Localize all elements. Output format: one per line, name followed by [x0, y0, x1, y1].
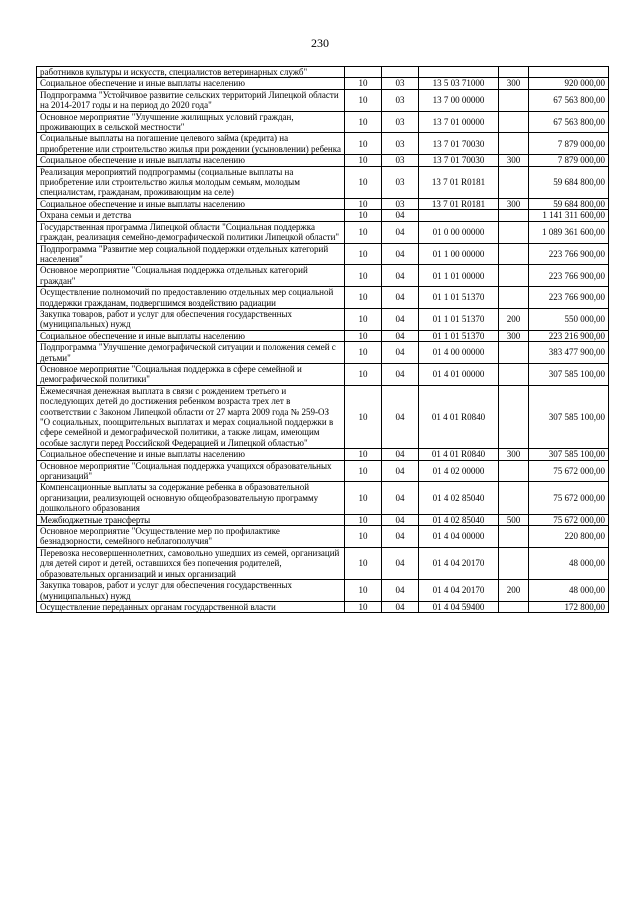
amount-cell: 1 141 311 600,00 — [529, 210, 609, 221]
expense-type-cell: 500 — [499, 514, 529, 525]
subsection-code-cell: 03 — [382, 155, 419, 166]
amount-cell: 75 672 000,00 — [529, 514, 609, 525]
section-code-cell: 10 — [345, 330, 382, 341]
expense-type-cell — [499, 385, 529, 448]
section-code-cell: 10 — [345, 308, 382, 330]
target-article-cell: 01 4 01 R0840 — [419, 385, 499, 448]
section-code-cell: 10 — [345, 198, 382, 209]
expense-name-cell: Основное мероприятие "Осуществление мер по профилактике безнадзорности, семейного неблагополучия" — [37, 526, 345, 548]
amount-cell: 223 216 900,00 — [529, 330, 609, 341]
subsection-code-cell: 03 — [382, 133, 419, 155]
subsection-code-cell: 04 — [382, 287, 419, 309]
expense-name-cell: Охрана семьи и детства — [37, 210, 345, 221]
section-code-cell: 10 — [345, 482, 382, 514]
target-article-cell: 13 7 01 00000 — [419, 111, 499, 133]
amount-cell: 223 766 900,00 — [529, 243, 609, 265]
subsection-code-cell: 04 — [382, 580, 419, 602]
expense-name-cell: Государственная программа Липецкой области "Социальная поддержка граждан, реализация семейно-демографической политики Липецкой области" — [37, 221, 345, 243]
expense-type-cell: 300 — [499, 330, 529, 341]
target-article-cell: 01 1 01 51370 — [419, 330, 499, 341]
expense-type-cell — [499, 111, 529, 133]
budget-table — [36, 66, 609, 613]
table-row — [37, 342, 609, 364]
subsection-code-cell: 04 — [382, 547, 419, 579]
amount-cell: 59 684 800,00 — [529, 198, 609, 209]
target-article-cell: 01 0 00 00000 — [419, 221, 499, 243]
target-article-cell: 13 7 01 70030 — [419, 133, 499, 155]
subsection-code-cell: 03 — [382, 89, 419, 111]
table-row — [37, 385, 609, 448]
target-article-cell: 01 4 01 00000 — [419, 363, 499, 385]
section-code-cell: 10 — [345, 210, 382, 221]
table-row — [37, 265, 609, 287]
expense-type-cell — [499, 482, 529, 514]
subsection-code-cell: 03 — [382, 198, 419, 209]
amount-cell: 1 089 361 600,00 — [529, 221, 609, 243]
expense-type-cell — [499, 287, 529, 309]
table-row — [37, 166, 609, 198]
section-code-cell: 10 — [345, 526, 382, 548]
expense-name-cell: Основное мероприятие "Улучшение жилищных условий граждан, проживающих в сельской местности" — [37, 111, 345, 133]
table-row — [37, 526, 609, 548]
expense-type-cell — [499, 342, 529, 364]
expense-type-cell: 300 — [499, 155, 529, 166]
table-row — [37, 198, 609, 209]
table-row — [37, 308, 609, 330]
table-row — [37, 547, 609, 579]
amount-cell: 220 800,00 — [529, 526, 609, 548]
expense-type-cell — [499, 265, 529, 287]
target-article-cell: 01 4 02 85040 — [419, 482, 499, 514]
table-row — [37, 133, 609, 155]
amount-cell: 550 000,00 — [529, 308, 609, 330]
target-article-cell: 01 4 04 59400 — [419, 601, 499, 612]
amount-cell: 67 563 800,00 — [529, 111, 609, 133]
amount-cell — [529, 67, 609, 78]
subsection-code-cell: 04 — [382, 460, 419, 482]
expense-name-cell: Перевозка несовершеннолетних, самовольно ушедших из семей, организаций для детей сирот и детей, оставшихся без попечения родителей, образовательных организаций и иных организаций — [37, 547, 345, 579]
subsection-code-cell: 04 — [382, 482, 419, 514]
table-row — [37, 514, 609, 525]
amount-cell: 7 879 000,00 — [529, 133, 609, 155]
amount-cell: 48 000,00 — [529, 580, 609, 602]
section-code-cell: 10 — [345, 547, 382, 579]
table-row — [37, 330, 609, 341]
amount-cell: 75 672 000,00 — [529, 482, 609, 514]
target-article-cell: 01 4 04 20170 — [419, 547, 499, 579]
amount-cell: 7 879 000,00 — [529, 155, 609, 166]
expense-type-cell: 300 — [499, 198, 529, 209]
amount-cell: 67 563 800,00 — [529, 89, 609, 111]
target-article-cell: 01 1 01 51370 — [419, 287, 499, 309]
amount-cell: 48 000,00 — [529, 547, 609, 579]
expense-name-cell: Закупка товаров, работ и услуг для обеспечения государственных (муниципальных) нужд — [37, 308, 345, 330]
expense-name-cell: Осуществление переданных органам государственной власти — [37, 601, 345, 612]
section-code-cell: 10 — [345, 166, 382, 198]
target-article-cell: 01 1 01 51370 — [419, 308, 499, 330]
subsection-code-cell: 04 — [382, 308, 419, 330]
expense-name-cell: Основное мероприятие "Социальная поддержка отдельных категорий граждан" — [37, 265, 345, 287]
subsection-code-cell: 04 — [382, 330, 419, 341]
amount-cell: 383 477 900,00 — [529, 342, 609, 364]
budget-table-body — [37, 67, 609, 613]
subsection-code-cell: 04 — [382, 243, 419, 265]
expense-name-cell: Основное мероприятие "Социальная поддержка учащихся образовательных организаций" — [37, 460, 345, 482]
expense-type-cell — [499, 89, 529, 111]
section-code-cell: 10 — [345, 514, 382, 525]
target-article-cell: 01 4 02 00000 — [419, 460, 499, 482]
amount-cell: 75 672 000,00 — [529, 460, 609, 482]
subsection-code-cell: 04 — [382, 385, 419, 448]
expense-type-cell: 300 — [499, 449, 529, 460]
table-row — [37, 460, 609, 482]
target-article-cell — [419, 67, 499, 78]
target-article-cell: 13 7 01 70030 — [419, 155, 499, 166]
section-code-cell: 10 — [345, 601, 382, 612]
amount-cell: 307 585 100,00 — [529, 385, 609, 448]
subsection-code-cell: 04 — [382, 449, 419, 460]
subsection-code-cell: 04 — [382, 514, 419, 525]
target-article-cell: 01 4 02 85040 — [419, 514, 499, 525]
target-article-cell: 13 7 01 R0181 — [419, 166, 499, 198]
section-code-cell: 10 — [345, 111, 382, 133]
table-row — [37, 78, 609, 89]
table-row — [37, 243, 609, 265]
table-row — [37, 601, 609, 612]
section-code-cell — [345, 67, 382, 78]
expense-type-cell — [499, 67, 529, 78]
table-row — [37, 449, 609, 460]
section-code-cell: 10 — [345, 449, 382, 460]
subsection-code-cell: 04 — [382, 526, 419, 548]
table-row — [37, 482, 609, 514]
expense-type-cell: 200 — [499, 580, 529, 602]
section-code-cell: 10 — [345, 385, 382, 448]
target-article-cell: 01 4 04 00000 — [419, 526, 499, 548]
section-code-cell: 10 — [345, 221, 382, 243]
expense-type-cell — [499, 166, 529, 198]
expense-name-cell: Социальное обеспечение и иные выплаты населению — [37, 330, 345, 341]
amount-cell: 59 684 800,00 — [529, 166, 609, 198]
target-article-cell: 13 5 03 71000 — [419, 78, 499, 89]
expense-name-cell: Социальное обеспечение и иные выплаты населению — [37, 78, 345, 89]
section-code-cell: 10 — [345, 265, 382, 287]
expense-type-cell — [499, 243, 529, 265]
expense-name-cell: Социальные выплаты на погашение целевого займа (кредита) на приобретение или строительство жилья при рождении (усыновлении) ребенка — [37, 133, 345, 155]
expense-type-cell — [499, 221, 529, 243]
table-row — [37, 363, 609, 385]
section-code-cell: 10 — [345, 460, 382, 482]
expense-name-cell: Закупка товаров, работ и услуг для обеспечения государственных (муниципальных) нужд — [37, 580, 345, 602]
subsection-code-cell: 04 — [382, 265, 419, 287]
amount-cell: 172 800,00 — [529, 601, 609, 612]
subsection-code-cell: 03 — [382, 111, 419, 133]
expense-name-cell: Осуществление полномочий по предоставлению отдельных мер социальной поддержки гражданам, подвергшимся воздействию радиации — [37, 287, 345, 309]
expense-name-cell: Подпрограмма "Устойчивое развитие сельских территорий Липецкой области на 2014-2017 годы и на период до 2020 года" — [37, 89, 345, 111]
expense-name-cell: Подпрограмма "Улучшение демографической ситуации и положения семей с детьми" — [37, 342, 345, 364]
subsection-code-cell: 04 — [382, 221, 419, 243]
expense-type-cell — [499, 210, 529, 221]
target-article-cell: 01 1 00 00000 — [419, 243, 499, 265]
table-row — [37, 67, 609, 78]
target-article-cell: 13 7 00 00000 — [419, 89, 499, 111]
target-article-cell: 13 7 01 R0181 — [419, 198, 499, 209]
table-row — [37, 221, 609, 243]
expense-name-cell: Ежемесячная денежная выплата в связи с рождением третьего и последующих детей до достижения ребенком возраста трех лет в соответствии с Законом Липецкой области от 27 марта 2009 года № 259-ОЗ "О социальных, поощрительных выплатах и мерах социальной поддержки в сфере семейной и демографической политики, а также лицам, имеющим особые заслуги перед Российской Федерацией и Липецкой областью" — [37, 385, 345, 448]
table-row — [37, 287, 609, 309]
section-code-cell: 10 — [345, 580, 382, 602]
expense-name-cell: работников культуры и искусств, специалистов ветеринарных служб" — [37, 67, 345, 78]
target-article-cell — [419, 210, 499, 221]
expense-type-cell — [499, 460, 529, 482]
amount-cell: 223 766 900,00 — [529, 265, 609, 287]
section-code-cell: 10 — [345, 155, 382, 166]
section-code-cell: 10 — [345, 133, 382, 155]
expense-type-cell — [499, 547, 529, 579]
expense-type-cell — [499, 363, 529, 385]
expense-name-cell: Социальное обеспечение и иные выплаты населению — [37, 449, 345, 460]
subsection-code-cell: 04 — [382, 601, 419, 612]
expense-name-cell: Основное мероприятие "Социальная поддержка в сфере семейной и демографической политики" — [37, 363, 345, 385]
subsection-code-cell: 03 — [382, 166, 419, 198]
table-row — [37, 155, 609, 166]
expense-type-cell — [499, 526, 529, 548]
amount-cell: 223 766 900,00 — [529, 287, 609, 309]
table-row — [37, 580, 609, 602]
table-row — [37, 210, 609, 221]
section-code-cell: 10 — [345, 342, 382, 364]
target-article-cell: 01 4 04 20170 — [419, 580, 499, 602]
expense-name-cell: Социальное обеспечение и иные выплаты населению — [37, 155, 345, 166]
subsection-code-cell: 04 — [382, 342, 419, 364]
expense-type-cell: 300 — [499, 78, 529, 89]
subsection-code-cell: 04 — [382, 363, 419, 385]
table-row — [37, 111, 609, 133]
expense-name-cell: Межбюджетные трансферты — [37, 514, 345, 525]
expense-name-cell: Подпрограмма "Развитие мер социальной поддержки отдельных категорий населения" — [37, 243, 345, 265]
expense-type-cell: 200 — [499, 308, 529, 330]
target-article-cell: 01 4 01 R0840 — [419, 449, 499, 460]
table-row — [37, 89, 609, 111]
expense-name-cell: Реализация мероприятий подпрограммы (социальные выплаты на приобретение или строительство жилья молодым семьям, молодым специалистам, гражданам, проживающим на селе) — [37, 166, 345, 198]
expense-name-cell: Компенсационные выплаты за содержание ребенка в образовательной организации, реализующей основную общеобразовательную программу дошкольного образования — [37, 482, 345, 514]
amount-cell: 307 585 100,00 — [529, 363, 609, 385]
section-code-cell: 10 — [345, 89, 382, 111]
section-code-cell: 10 — [345, 243, 382, 265]
target-article-cell: 01 4 00 00000 — [419, 342, 499, 364]
subsection-code-cell — [382, 67, 419, 78]
amount-cell: 920 000,00 — [529, 78, 609, 89]
expense-type-cell — [499, 601, 529, 612]
expense-type-cell — [499, 133, 529, 155]
page-number: 230 — [311, 36, 329, 50]
target-article-cell: 01 1 01 00000 — [419, 265, 499, 287]
section-code-cell: 10 — [345, 363, 382, 385]
subsection-code-cell: 04 — [382, 210, 419, 221]
section-code-cell: 10 — [345, 287, 382, 309]
amount-cell: 307 585 100,00 — [529, 449, 609, 460]
subsection-code-cell: 03 — [382, 78, 419, 89]
expense-name-cell: Социальное обеспечение и иные выплаты населению — [37, 198, 345, 209]
section-code-cell: 10 — [345, 78, 382, 89]
